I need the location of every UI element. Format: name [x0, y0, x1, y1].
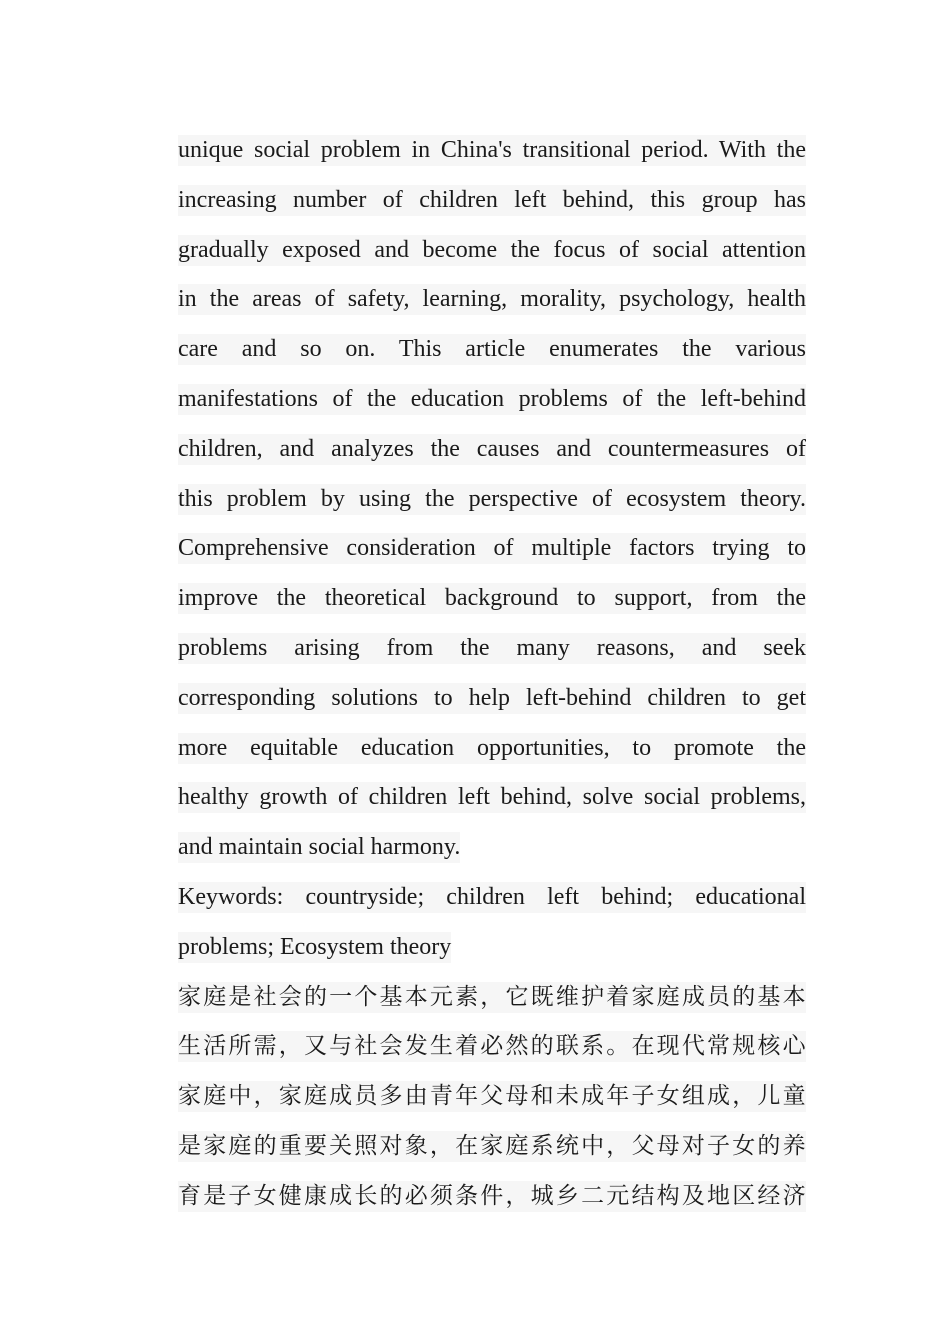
- abstract-line: corresponding solutions to help left-behind children to get: [178, 683, 806, 714]
- abstract-line: children, and analyzes the causes and countermeasures of: [178, 434, 806, 465]
- abstract-line: improve the theoretical background to support, from the: [178, 583, 806, 614]
- body-text-line: 家庭中，家庭成员多由青年父母和未成年子女组成，儿童: [178, 1081, 806, 1112]
- abstract-line: healthy growth of children left behind, solve social problems,: [178, 782, 806, 813]
- abstract-line: in the areas of safety, learning, morality, psychology, health: [178, 284, 806, 315]
- body-text-line: 家庭是社会的一个基本元素，它既维护着家庭成员的基本: [178, 982, 806, 1013]
- body-text-line: 育是子女健康成长的必须条件，城乡二元结构及地区经济: [178, 1181, 806, 1212]
- abstract-line: problems arising from the many reasons, and seek: [178, 633, 806, 664]
- abstract-line: manifestations of the education problems of the left-behind: [178, 384, 806, 415]
- abstract-line: Comprehensive consideration of multiple factors trying to: [178, 533, 806, 564]
- abstract-line: and maintain social harmony.: [178, 832, 460, 863]
- abstract-line: unique social problem in China's transitional period. With the: [178, 135, 806, 166]
- abstract-line: this problem by using the perspective of ecosystem theory.: [178, 484, 806, 515]
- keywords-line: Keywords: countryside; children left behind; educational: [178, 882, 806, 913]
- abstract-line: more equitable education opportunities, to promote the: [178, 733, 806, 764]
- keywords-line: problems; Ecosystem theory: [178, 932, 451, 963]
- abstract-line: care and so on. This article enumerates the various: [178, 334, 806, 365]
- abstract-line: increasing number of children left behind, this group has: [178, 185, 806, 216]
- abstract-line: gradually exposed and become the focus of social attention: [178, 235, 806, 266]
- body-text-line: 是家庭的重要关照对象，在家庭系统中，父母对子女的养: [178, 1131, 806, 1162]
- body-text-line: 生活所需，又与社会发生着必然的联系。在现代常规核心: [178, 1031, 806, 1062]
